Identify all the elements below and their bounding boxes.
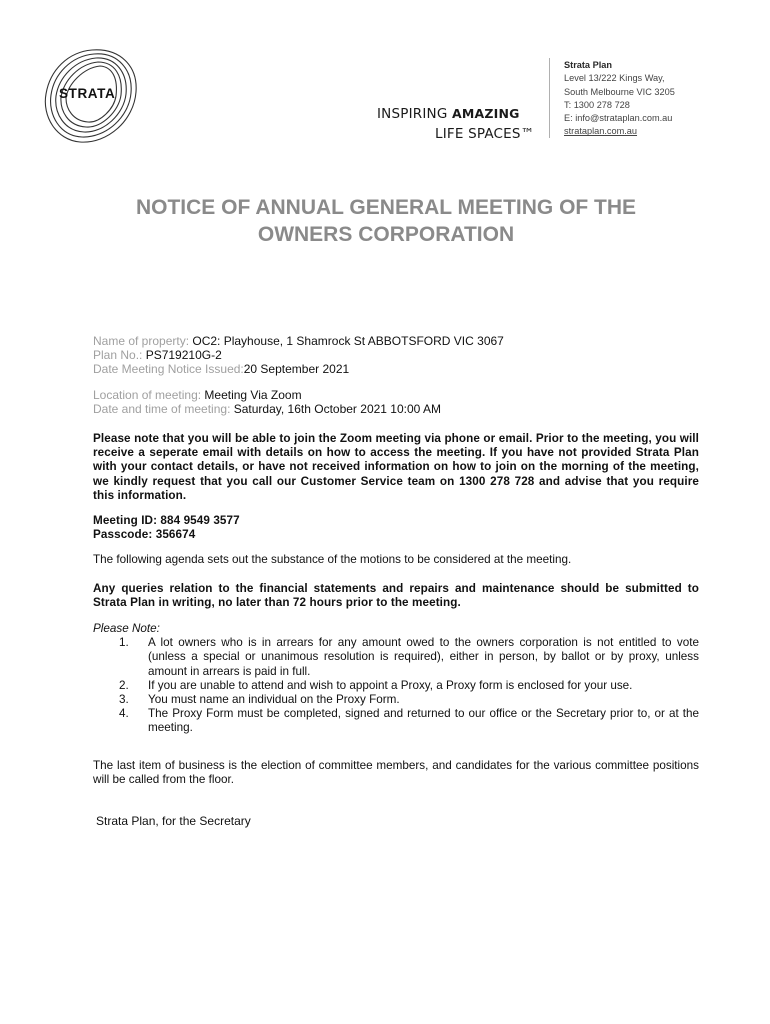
plan-label: Plan No.: — [93, 348, 146, 363]
logo-text: STRATA — [59, 86, 116, 101]
agenda-text: The following agenda sets out the substance of the motions to be considered at the meeting. — [93, 553, 572, 566]
location-label: Location of meeting: — [93, 387, 205, 402]
list-item — [93, 679, 699, 693]
queries-text: Any queries relation to the financial statements and repairs and maintenance should be submitted to Strata Plan in writing, no later than 72 hours prior to the meeting. — [93, 582, 699, 610]
list-item-text: You must name an individual on the Proxy Form. — [148, 693, 400, 707]
property-label: Name of property: — [93, 334, 193, 348]
signoff: Strata Plan, for the Secretary — [96, 814, 251, 828]
meeting-id: Meeting ID: 884 9549 3577 — [93, 514, 240, 527]
list-item-number: 4. — [119, 707, 129, 721]
please-note-section — [93, 622, 699, 736]
list-item-text: A lot owners who is in arrears for any amount owed to the owners corporation is not entitled to vote (unless a special or unanimous resolution is required), either in person, by ballot or by proxy, unless amount in arrears is paid in full. — [148, 636, 699, 678]
notes-heading: Please Note: — [93, 622, 160, 635]
tagline-line2: LIFE SPACES™ — [435, 126, 535, 142]
notes-list — [93, 636, 699, 735]
location-value: Meeting Via Zoom — [204, 387, 302, 402]
list-item — [93, 693, 699, 707]
meeting-credentials — [93, 514, 699, 542]
meeting-details — [93, 334, 504, 416]
zoom-notice: Please note that you will be able to join the Zoom meeting via phone or email. Prior to the meeting, you will receive a seperate email with details on how to access the meeting. If you have not provided Strata Plan with your contact details, or have not received information on how to join on the morning of the meeting, we kindly request that you call our Customer Service team on 1300 278 728 and advise that you require this information. — [93, 432, 699, 502]
datetime-label: Date and time of meeting: — [93, 401, 234, 416]
election-text: The last item of business is the election of committee members, and candidates for the various committee positions will be called from the floor. — [93, 759, 699, 787]
tagline — [377, 104, 534, 144]
contact-block — [564, 59, 675, 139]
datetime-row — [93, 402, 504, 416]
contact-phone: T: 1300 278 728 — [564, 99, 630, 110]
list-item — [93, 636, 699, 679]
contact-website[interactable]: strataplan.com.au — [564, 126, 638, 137]
datetime-value: Saturday, 16th October 2021 10:00 AM — [233, 401, 441, 416]
title-line2: OWNERS CORPORATION — [257, 223, 515, 246]
plan-row — [93, 348, 504, 362]
contact-company: Strata Plan — [564, 60, 612, 70]
contact-email[interactable]: E: info@strataplan.com.au — [564, 113, 673, 124]
contact-address-line1: Level 13/222 Kings Way, — [564, 73, 665, 84]
list-item-number: 2. — [119, 678, 129, 692]
list-item-number: 3. — [119, 693, 129, 707]
issued-value: 20 September 2021 — [243, 362, 350, 377]
list-item-text: The Proxy Form must be completed, signed and returned to our office or the Secretary prior to, or at the meeting. — [148, 707, 699, 735]
header-divider — [549, 58, 550, 138]
property-row — [93, 334, 504, 348]
location-row — [93, 388, 504, 402]
list-item-number: 1. — [119, 636, 129, 650]
issued-row — [93, 362, 504, 376]
property-value: OC2: Playhouse, 1 Shamrock St ABBOTSFORD VIC 3067 — [192, 334, 504, 348]
contact-address-line2: South Melbourne VIC 3205 — [564, 86, 675, 97]
passcode: Passcode: 356674 — [93, 528, 196, 542]
issued-label: Date Meeting Notice Issued: — [93, 362, 244, 377]
page-title — [80, 194, 692, 248]
tagline-line1-bold: AMAZING — [451, 106, 520, 121]
title-line1: NOTICE OF ANNUAL GENERAL MEETING OF THE — [135, 196, 637, 219]
list-item-text: If you are unable to attend and wish to appoint a Proxy, a Proxy form is enclosed for your use. — [148, 678, 633, 692]
tagline-line1: INSPIRING — [377, 106, 452, 122]
strata-logo — [38, 44, 144, 148]
list-item — [93, 707, 699, 735]
plan-value: PS719210G-2 — [145, 348, 222, 363]
